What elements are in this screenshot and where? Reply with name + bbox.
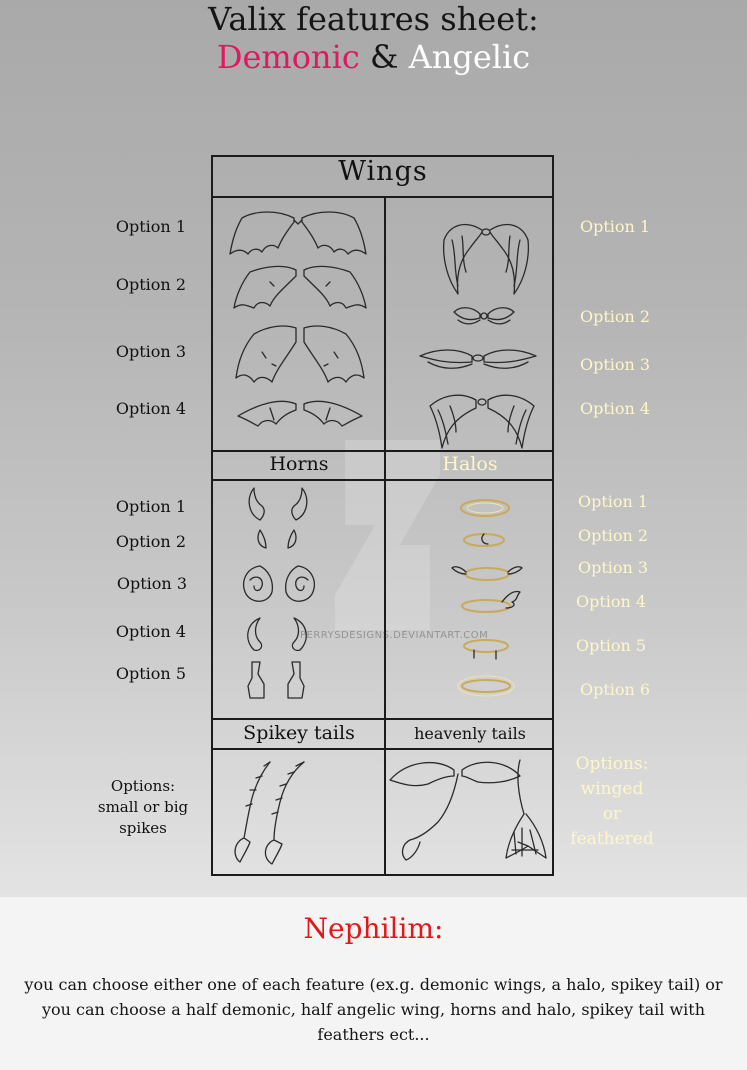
note-line: Options: <box>575 754 649 774</box>
horns-option-3-drawing <box>238 562 320 606</box>
angelic-wing-option-2: Option 2 <box>580 307 651 326</box>
horn-option-4: Option 4 <box>115 622 186 641</box>
demonic-wing-option-1: Option 1 <box>115 217 186 236</box>
angelic-wing-option-1: Option 1 <box>580 217 651 236</box>
spikey-tails-note <box>78 776 208 839</box>
halo-option-4: Option 4 <box>576 592 647 611</box>
horn-option-2: Option 2 <box>115 532 186 551</box>
halo-option-3-drawing <box>450 560 524 584</box>
spikey-tails-header: Spikey tails <box>243 722 355 744</box>
angelic-wings-option-3-drawing <box>418 344 538 374</box>
horns-header: Horns <box>269 453 329 475</box>
demonic-wing-option-2: Option 2 <box>115 275 186 294</box>
horns-option-2-drawing <box>254 528 300 552</box>
horn-option-1: Option 1 <box>115 497 186 516</box>
horns-option-5-drawing <box>242 660 312 702</box>
halos-header: Halos <box>442 453 498 475</box>
spikey-tails-drawing <box>226 758 316 866</box>
demonic-wings-option-2-drawing <box>230 262 370 312</box>
horn-option-3: Option 3 <box>116 574 187 593</box>
note-line: winged <box>580 779 644 799</box>
horn-option-5: Option 5 <box>115 664 186 683</box>
halo-option-1: Option 1 <box>578 492 649 511</box>
angelic-wings-option-2-drawing <box>452 304 516 328</box>
heavenly-tails-header: heavenly tails <box>414 724 526 743</box>
divider <box>211 748 554 750</box>
note-line: Options: <box>110 777 176 795</box>
angelic-wing-option-3: Option 3 <box>580 355 651 374</box>
heavenly-tails-note <box>560 752 664 852</box>
nephilim-description: you can choose either one of each feature (ex.g. demonic wings, a halo, spikey tail) or you can choose a half demonic, half angelic wing, horns and halo, spikey tail with feathers ect... <box>24 975 723 1044</box>
note-line: spikes <box>119 819 167 837</box>
heavenly-tails-drawing <box>388 754 554 872</box>
angelic-wings-option-4-drawing <box>426 388 538 452</box>
column-divider <box>384 196 386 876</box>
watermark-text: PERRYSDESIGNS.DEVIANTART.COM <box>300 630 489 641</box>
divider <box>211 479 554 481</box>
sheet-title: Valix features sheet: <box>208 0 539 38</box>
horns-option-1-drawing <box>246 486 310 526</box>
halo-option-2: Option 2 <box>578 526 649 545</box>
halo-option-5: Option 5 <box>576 636 647 655</box>
note-line: or <box>602 804 622 824</box>
wings-header: Wings <box>338 156 428 187</box>
note-line: feathered <box>570 829 654 849</box>
divider <box>211 196 554 198</box>
halo-option-2-drawing <box>460 530 508 550</box>
demonic-label: Demonic <box>216 38 360 76</box>
halo-option-4-drawing <box>458 588 524 618</box>
halo-option-1-drawing <box>458 496 512 520</box>
halo-option-6: Option 6 <box>580 680 651 699</box>
divider <box>211 718 554 720</box>
halo-option-3: Option 3 <box>578 558 649 577</box>
nephilim-title: Nephilim: <box>303 912 444 945</box>
demonic-wings-option-4-drawing <box>234 396 366 430</box>
demonic-wings-option-1-drawing <box>228 208 368 260</box>
demonic-wings-option-3-drawing <box>232 322 368 388</box>
demonic-wing-option-4: Option 4 <box>115 399 186 418</box>
angelic-wing-option-4: Option 4 <box>580 399 651 418</box>
note-line: small or big <box>97 798 189 816</box>
ampersand: & <box>369 38 399 76</box>
sheet-subtitle <box>0 38 747 76</box>
halo-option-6-drawing <box>456 672 516 702</box>
demonic-wing-option-3: Option 3 <box>115 342 186 361</box>
angelic-label: Angelic <box>408 38 531 76</box>
angelic-wings-option-1-drawing <box>440 210 532 298</box>
